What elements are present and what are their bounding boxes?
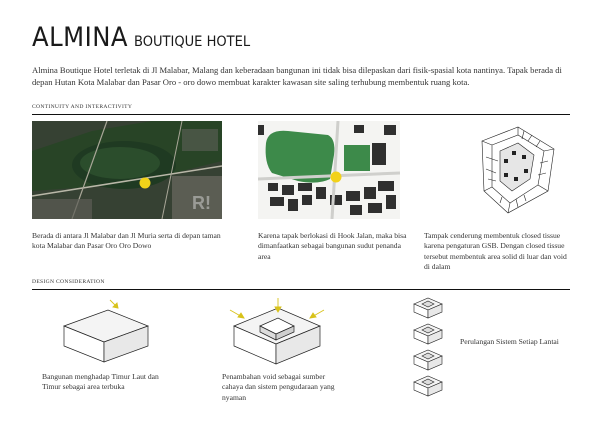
figure-ground-map-image — [258, 121, 400, 219]
closed-tissue-drawing — [478, 121, 558, 219]
satellite-map-image — [32, 121, 222, 219]
svg-text:R!: R! — [192, 193, 211, 213]
intro-paragraph: Almina Boutique Hotel terletak di Jl Malabar, Malang dan keberadaan bangunan ini tidak bisa dilepaskan dari fisik-spasial kota nantinya. Tapak berada di depan Hutan Kota Malabar dan Pasar Oro - oro dowo membuat karakter kawasan site saling terhubung membentuk ruang kota. — [32, 65, 562, 87]
site-marker-icon — [331, 172, 342, 183]
orientation-massing-diagram — [50, 296, 160, 368]
page-title — [32, 22, 250, 53]
caption-closed-tissue: Tampak cenderung membentuk closed tissue karena pengaturan GSB. Dengan closed tissue tersebut membentuk area solid di luar dan void di dalam — [424, 231, 567, 272]
caption-location: Berada di antara Jl Malabar dan Jl Muria serta di depan taman kota Malabar dan Pasar Oro Oro Dowo — [32, 231, 221, 251]
section-label-continuity: CONTINUITY AND INTERACTIVITY — [32, 104, 133, 110]
section-divider — [32, 289, 570, 290]
site-marker-icon — [140, 178, 151, 189]
title-sub: BOUTIQUE HOTEL — [134, 34, 251, 50]
caption-void: Penambahan void sebagai sumber cahaya dan sistem pengudaraan yang nyaman — [222, 372, 335, 402]
section-divider — [32, 114, 570, 115]
title-main: ALMINA — [32, 22, 129, 53]
section-label-design: DESIGN CONSIDERATION — [32, 279, 105, 285]
caption-hook-corner: Karena tapak berlokasi di Hook Jalan, maka bisa dimanfaatkan sebagai bangunan sudut penanda area — [258, 231, 407, 261]
repeated-floor-diagram — [408, 296, 448, 400]
void-massing-diagram — [222, 296, 332, 368]
caption-orientation: Bangunan menghadap Timur Laut dan Timur sebagai area terbuka — [42, 372, 159, 392]
caption-repetition: Perulangan Sistem Setiap Lantai — [460, 337, 559, 346]
